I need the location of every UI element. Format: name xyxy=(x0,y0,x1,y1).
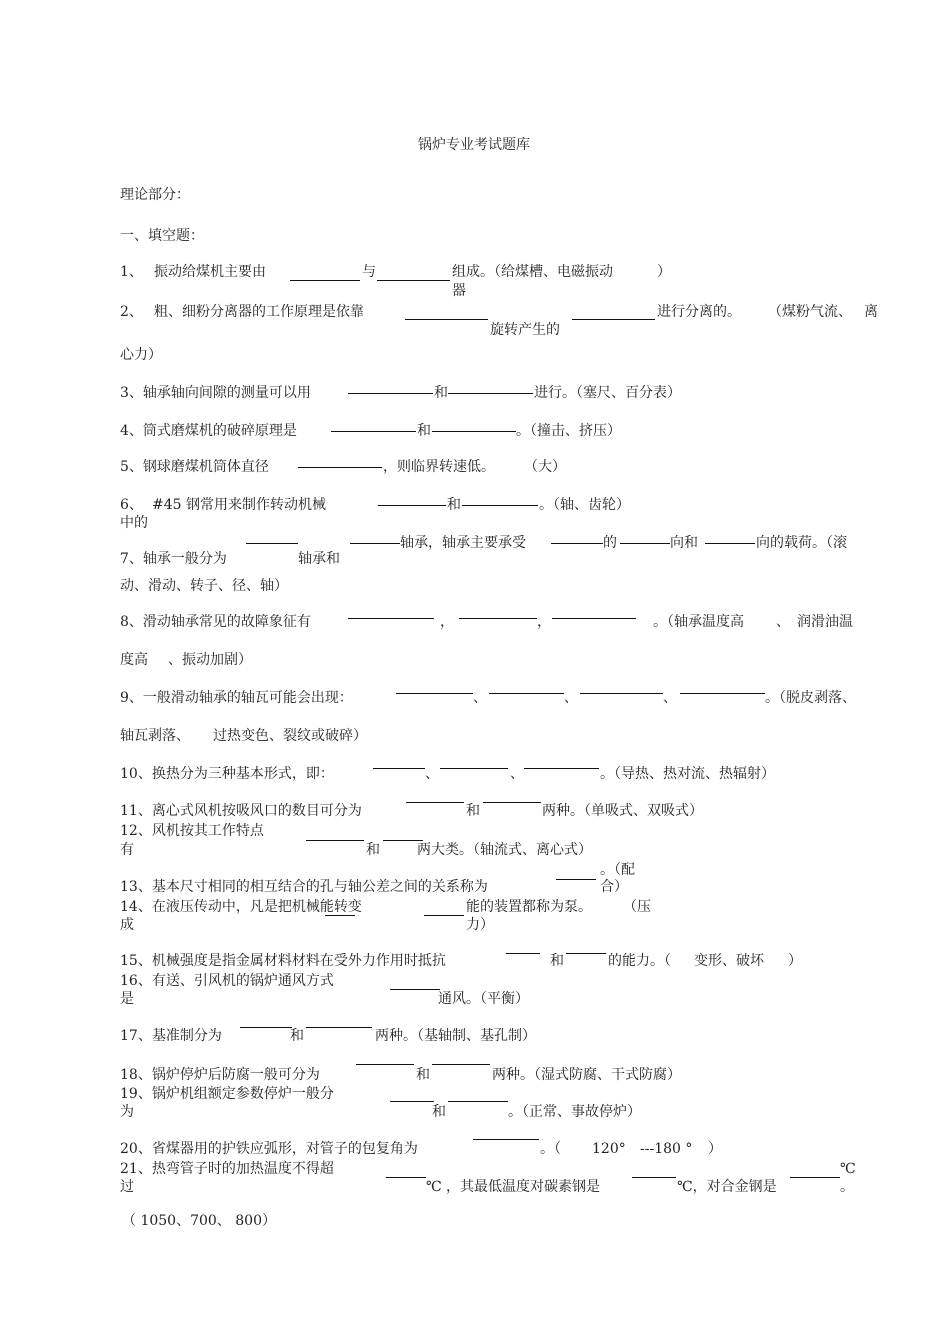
question-text: 8、滑动轴承常见的故障象征有 xyxy=(120,614,311,630)
question-text: 、 xyxy=(473,690,487,706)
question-text: 有 xyxy=(120,842,134,858)
answer-blank[interactable] xyxy=(524,768,599,769)
question-text: 和 xyxy=(417,423,431,439)
answer-blank[interactable] xyxy=(448,393,533,394)
question-text: 。（轴、齿轮） xyxy=(539,497,630,513)
question-text: 为 xyxy=(120,1104,134,1120)
answer-blank[interactable] xyxy=(489,693,564,694)
question-text: ，则临界转速低。 xyxy=(383,459,495,475)
question-text: 16、有送、引风机的锅炉通风方式 xyxy=(120,973,334,989)
question-text: 12、风机按其工作特点 xyxy=(120,823,264,839)
question-text: 离 xyxy=(864,304,878,320)
question-text: 和 xyxy=(416,1067,430,1083)
part-heading: 一、填空题： xyxy=(120,228,204,244)
answer-blank[interactable] xyxy=(680,693,765,694)
answer-blank[interactable] xyxy=(632,1177,676,1178)
question-text: 力） xyxy=(466,917,494,933)
question-text: 10、换热分为三种基本形式，即： xyxy=(120,766,334,782)
question-number: 6、 xyxy=(120,497,143,513)
answer-blank[interactable] xyxy=(566,953,606,954)
answer-blank[interactable] xyxy=(331,431,416,432)
question-text: 11、离心式风机按吸风口的数目可分为 xyxy=(120,803,362,819)
answer-blank[interactable] xyxy=(448,1101,508,1102)
question-text: 5、钢球磨煤机筒体直径 xyxy=(120,459,269,475)
answer-blank[interactable] xyxy=(580,693,663,694)
question-text: 粗、细粉分离器的工作原理是依靠 xyxy=(154,304,364,320)
page-title: 锅炉专业考试题库 xyxy=(418,137,530,153)
answer-blank[interactable] xyxy=(325,915,355,916)
answer-blank[interactable] xyxy=(459,618,537,619)
question-text: 润滑油温 xyxy=(797,614,853,630)
question-text: 14、在液压传动中，凡是把机械能转变 xyxy=(120,899,362,915)
answer-blank[interactable] xyxy=(473,1139,539,1140)
answer-blank[interactable] xyxy=(440,768,508,769)
question-text: 进行。（塞尺、百分表） xyxy=(534,385,681,401)
answer-blank[interactable] xyxy=(790,1177,840,1178)
answer-blank[interactable] xyxy=(386,1177,426,1178)
answer-blank[interactable] xyxy=(298,467,382,468)
question-text: 成 xyxy=(120,917,134,933)
answer-blank[interactable] xyxy=(551,543,603,544)
question-text: 和 xyxy=(550,953,564,969)
question-text: 。（脱皮剥落、 xyxy=(765,690,856,706)
question-text: ） xyxy=(788,953,802,969)
question-text: 4、筒式磨煤机的破碎原理是 xyxy=(120,423,297,439)
question-text: ， xyxy=(537,614,551,630)
answer-blank[interactable] xyxy=(306,1027,372,1028)
question-text: 3、轴承轴向间隙的测量可以用 xyxy=(120,385,311,401)
question-text: 进行分离的。 xyxy=(657,304,741,320)
question-text: ， xyxy=(440,614,454,630)
answer-blank[interactable] xyxy=(396,693,473,694)
question-text: ，其最低温度对碳素钢是 xyxy=(446,1179,600,1195)
answer-blank[interactable] xyxy=(705,543,755,544)
question-text: #45 钢常用来制作转动机械 xyxy=(152,497,326,513)
question-text: 和 xyxy=(432,1104,446,1120)
question-text: 过热变色、裂纹或破碎） xyxy=(213,728,367,744)
question-text: 与 xyxy=(362,264,376,280)
question-text: 和 xyxy=(434,385,448,401)
question-text: （ 1050、700、 800） xyxy=(122,1213,276,1229)
question-text: 。（正常、事故停炉） xyxy=(508,1104,641,1120)
question-number: 1、 xyxy=(120,264,143,280)
answer-blank[interactable] xyxy=(306,840,364,841)
question-text: 通风。（平衡） xyxy=(438,991,529,1007)
question-text: 、 xyxy=(425,766,439,782)
question-text: 向和 xyxy=(670,535,698,551)
question-text: 振动给煤机主要由 xyxy=(154,264,266,280)
question-number: 2、 xyxy=(120,304,143,320)
question-text: ℃ xyxy=(840,1161,856,1177)
question-text: 的能力。（ xyxy=(608,953,671,969)
answer-blank[interactable] xyxy=(240,1027,292,1028)
question-text: 和 xyxy=(366,842,380,858)
answer-blank[interactable] xyxy=(290,280,360,281)
answer-blank[interactable] xyxy=(356,1064,414,1065)
question-text: （煤粉气流、 xyxy=(768,304,852,320)
question-text: 变形、破坏 xyxy=(694,953,764,969)
question-text: ） xyxy=(657,264,671,280)
question-text: 、 xyxy=(776,614,790,630)
answer-blank[interactable] xyxy=(424,915,464,916)
question-text: ℃，对合金钢是 xyxy=(677,1179,777,1195)
question-text: 动、滑动、转子、径、轴） xyxy=(120,578,288,594)
question-text: 。（轴承温度高 xyxy=(653,614,744,630)
question-text: 120° xyxy=(592,1141,626,1157)
question-text: 。（撞击、挤压） xyxy=(516,423,621,439)
answer-blank[interactable] xyxy=(432,431,516,432)
question-text: 是 xyxy=(120,991,134,1007)
answer-blank[interactable] xyxy=(378,505,446,506)
question-text: 器 xyxy=(452,283,466,299)
answer-blank[interactable] xyxy=(572,319,655,320)
question-text: 、 xyxy=(663,690,677,706)
question-text: 两种。（基轴制、基孔制） xyxy=(375,1028,536,1044)
answer-blank[interactable] xyxy=(390,1101,434,1102)
answer-blank[interactable] xyxy=(552,618,636,619)
question-text: 中的 xyxy=(120,515,148,531)
question-text: 15、机械强度是指金属材料材料在受外力作用时抵抗 xyxy=(120,953,446,969)
question-text: 能的装置都称为泵。 xyxy=(466,899,592,915)
answer-blank[interactable] xyxy=(246,543,298,544)
question-text: 组成。（给煤槽、电磁振动 xyxy=(452,264,613,280)
answer-blank[interactable] xyxy=(556,879,596,880)
question-text: 的 xyxy=(603,535,617,551)
answer-blank[interactable] xyxy=(432,1064,490,1065)
answer-blank[interactable] xyxy=(373,768,425,769)
answer-blank[interactable] xyxy=(406,802,464,803)
question-text: 和 xyxy=(466,803,480,819)
question-text: 轴承，轴承主要承受 xyxy=(400,535,526,551)
question-text: 、振动加剧） xyxy=(168,652,252,668)
question-text: 、 xyxy=(510,766,524,782)
question-text: 合） xyxy=(600,879,628,895)
question-text: 两种。（湿式防腐、干式防腐） xyxy=(492,1067,681,1083)
question-text: 20、省煤器用的护铁应弧形，对管子的包复角为 xyxy=(120,1141,418,1157)
question-text: 19、锅炉机组额定参数停炉一般分 xyxy=(120,1086,334,1102)
question-text: 21、热弯管子时的加热温度不得超 xyxy=(120,1161,334,1177)
question-text: 。（导热、热对流、热辐射） xyxy=(600,766,775,782)
answer-blank[interactable] xyxy=(348,618,434,619)
question-text: 两大类。（轴流式、离心式） xyxy=(417,842,592,858)
question-text: 13、基本尺寸相同的相互结合的孔与轴公差之间的关系称为 xyxy=(120,879,488,895)
question-text: 旋转产生的 xyxy=(490,322,560,338)
question-text: 。（配 xyxy=(600,862,635,878)
question-text: （压 xyxy=(623,899,651,915)
question-text: ---180 ° xyxy=(640,1141,693,1157)
answer-blank[interactable] xyxy=(462,505,538,506)
question-text: ） xyxy=(708,1141,722,1157)
question-text: 度高 xyxy=(120,652,148,668)
question-text: 轴瓦剥落、 xyxy=(120,728,190,744)
question-text: 向的载荷。（滚 xyxy=(756,535,847,551)
question-text: 心力） xyxy=(120,347,162,363)
question-text: 18、锅炉停炉后防腐一般可分为 xyxy=(120,1067,320,1083)
question-text: 两种。（单吸式、双吸式） xyxy=(542,803,703,819)
question-text: ℃ xyxy=(426,1179,442,1195)
question-text: 和 xyxy=(447,497,461,513)
answer-blank[interactable] xyxy=(377,280,450,281)
section-heading: 理论部分： xyxy=(120,187,190,203)
question-text: 。 xyxy=(840,1179,854,1195)
question-text: 。（ xyxy=(540,1141,561,1157)
answer-blank[interactable] xyxy=(390,989,440,990)
question-text: 轴承和 xyxy=(298,551,340,567)
question-text: 和 xyxy=(290,1028,304,1044)
question-text: 过 xyxy=(120,1179,134,1195)
answer-blank[interactable] xyxy=(483,802,541,803)
question-text: 9、一般滑动轴承的轴瓦可能会出现： xyxy=(120,690,353,706)
answer-blank[interactable] xyxy=(348,393,433,394)
answer-blank[interactable] xyxy=(620,543,670,544)
question-text: 17、基准制分为 xyxy=(120,1028,222,1044)
answer-blank[interactable] xyxy=(350,543,400,544)
answer-blank[interactable] xyxy=(405,319,488,320)
question-text: （大） xyxy=(524,459,566,475)
answer-blank[interactable] xyxy=(383,840,423,841)
question-text: 7、轴承一般分为 xyxy=(120,551,227,567)
answer-blank[interactable] xyxy=(506,953,540,954)
question-text: 、 xyxy=(564,690,578,706)
